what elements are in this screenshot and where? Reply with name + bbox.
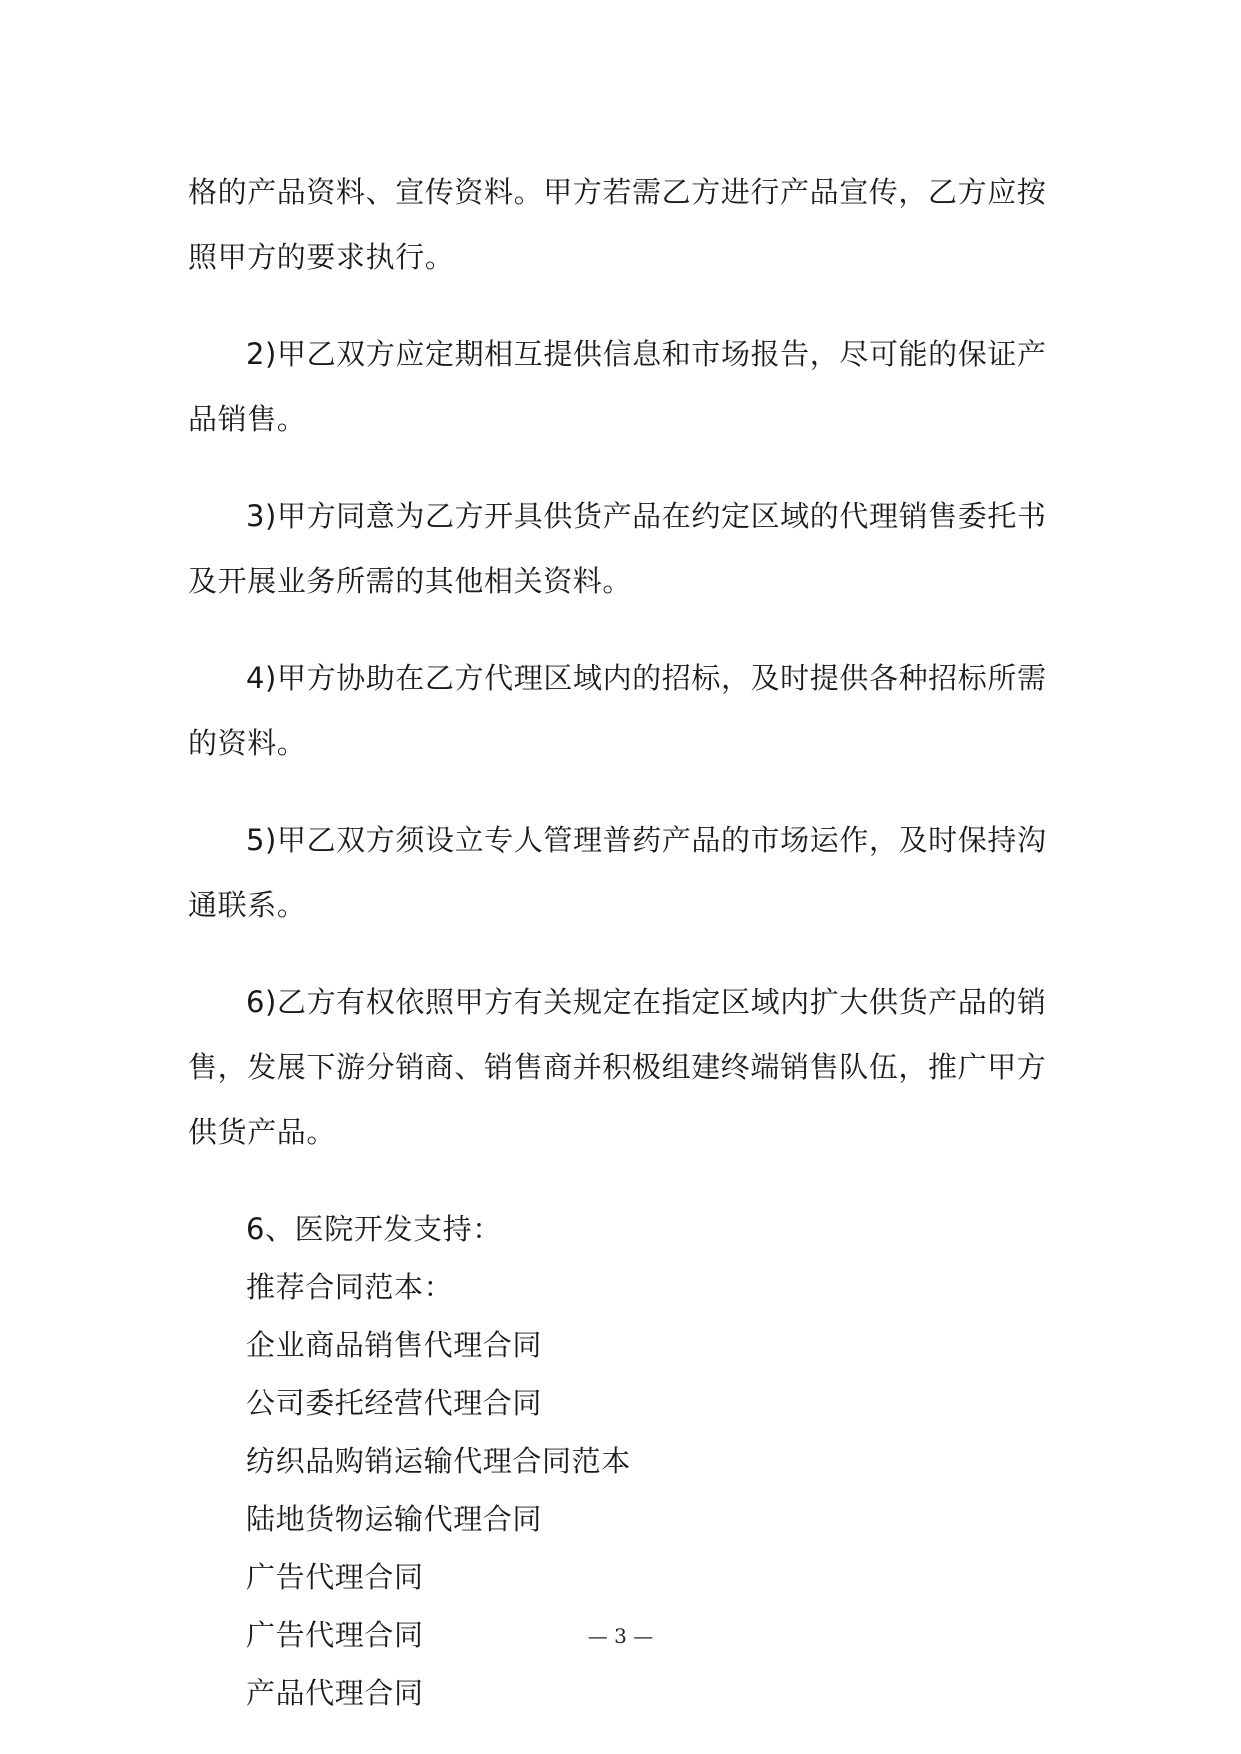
paragraph-item-6: 6)乙方有权依照甲方有关规定在指定区域内扩大供货产品的销售，发展下游分销商、销售商并积极组建终端销售队伍，推广甲方供货产品。 [188, 985, 1047, 1149]
recommend-link-2[interactable]: 公司委托经营代理合同 [246, 1386, 543, 1420]
paragraph-item-2: 2)甲乙双方应定期相互提供信息和市场报告，尽可能的保证产品销售。 [188, 337, 1047, 436]
paragraph-item-3: 3)甲方同意为乙方开具供货产品在约定区域的代理销售委托书及开展业务所需的其他相关资料。 [188, 499, 1047, 598]
recommend-link-4[interactable]: 陆地货物运输代理合同 [246, 1502, 543, 1536]
page-number: — 3 — [587, 1624, 654, 1648]
document-body [188, 160, 1058, 1726]
recommend-link-3[interactable]: 纺织品购销运输代理合同范本 [246, 1444, 631, 1478]
recommend-link-7[interactable]: 产品代理合同 [246, 1676, 424, 1710]
recommend-heading: 推荐合同范本： [246, 1270, 454, 1304]
paragraph-continuation: 格的产品资料、宣传资料。甲方若需乙方进行产品宣传，乙方应按照甲方的要求执行。 [188, 175, 1047, 274]
paragraph-item-4: 4)甲方协助在乙方代理区域内的招标，及时提供各种招标所需的资料。 [188, 661, 1047, 760]
paragraph-item-5: 5)甲乙双方须设立专人管理普药产品的市场运作，及时保持沟通联系。 [188, 823, 1047, 922]
recommend-link-1[interactable]: 企业商品销售代理合同 [246, 1328, 543, 1362]
recommend-link-6[interactable]: 广告代理合同 [246, 1618, 424, 1652]
recommend-link-5[interactable]: 广告代理合同 [246, 1560, 424, 1594]
section-heading: 6、医院开发支持： [246, 1212, 502, 1246]
